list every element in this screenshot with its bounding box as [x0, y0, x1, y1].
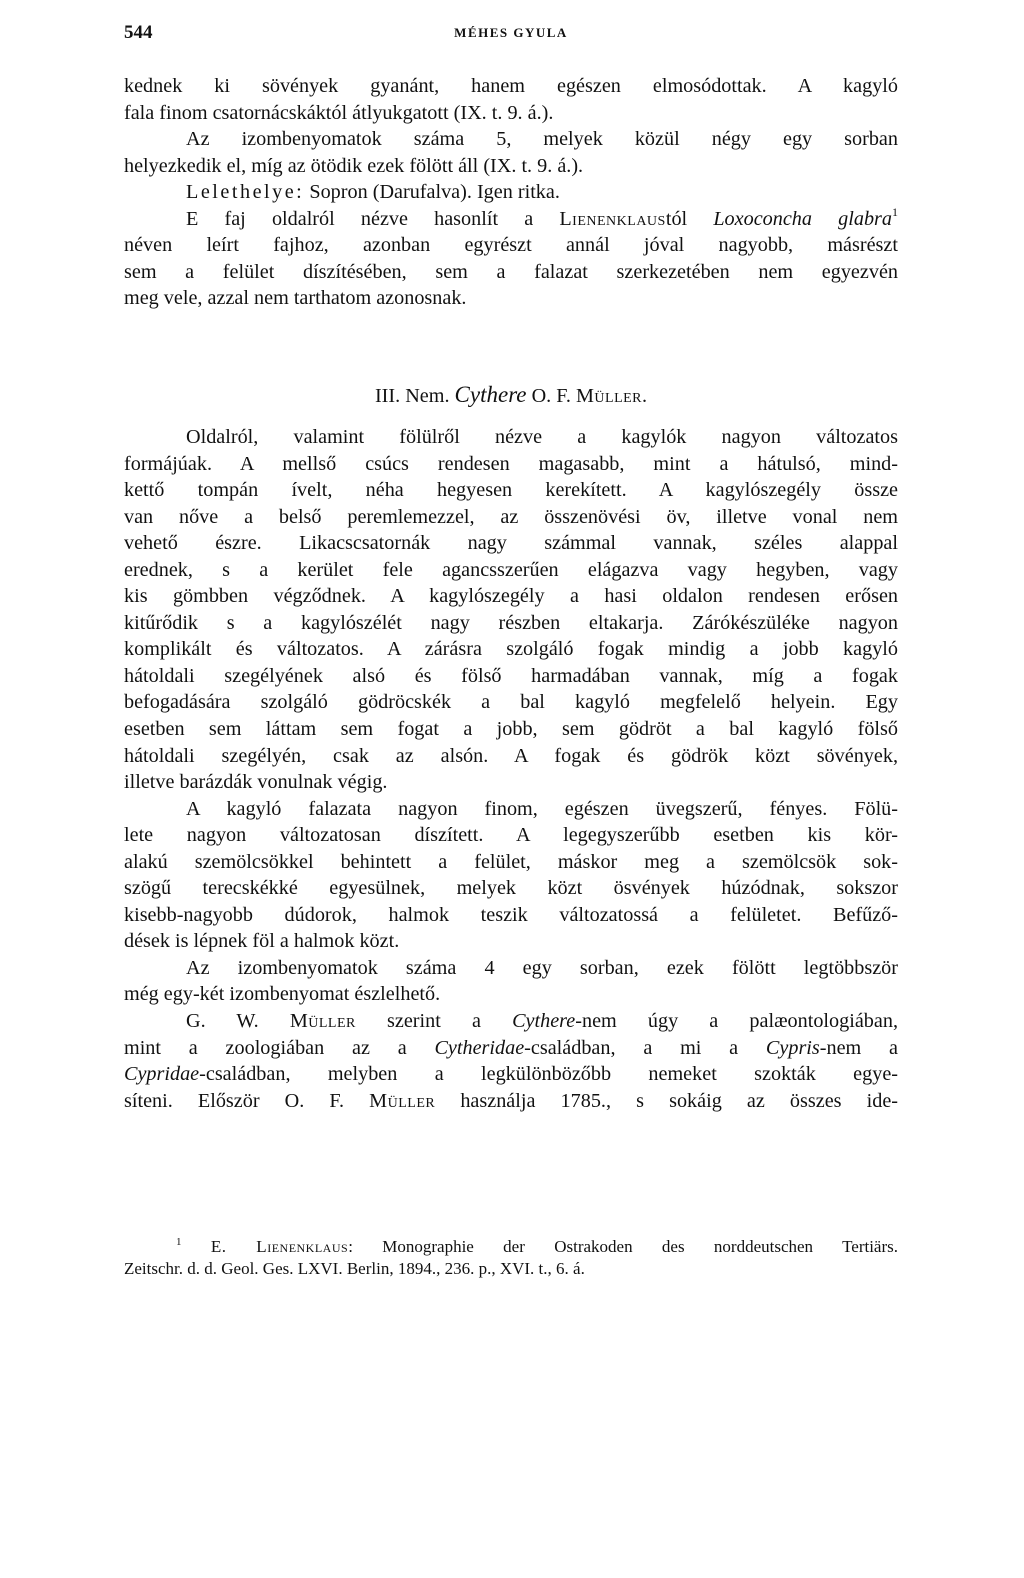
text-line: van nőve a belső peremlemezzel, az összenövési öv, illetve vonal nem — [124, 505, 898, 528]
text-span: -családban, a mi a — [524, 1036, 766, 1059]
locality-label: Lelethelye: — [186, 181, 305, 204]
text-line: lete nagyon változatosan díszített. A legegyszerűbb esetben kis kör- — [124, 824, 898, 847]
family-name: Cypridae — [124, 1063, 200, 1086]
text-line: illetve barázdák vonulnak végig. — [124, 771, 388, 794]
page-header — [124, 22, 898, 46]
author-name: Müller — [575, 385, 643, 407]
page-number: 544 — [124, 22, 153, 43]
text-line: helyezkedik el, míg az ötödik ezek fölött áll (IX. t. 9. á.). — [124, 154, 584, 177]
text-line: vehető észre. Likacscsatornák nagy számmal vannak, széles alappal — [124, 532, 898, 555]
family-name: Cytheridae — [434, 1036, 525, 1059]
text-span: mint a zoologiában az a — [124, 1036, 435, 1059]
footnote-marker: 1 — [176, 1236, 182, 1248]
species-name: Loxoconcha glabra — [713, 207, 893, 230]
author-name: Müller — [289, 1010, 356, 1033]
text-line: Oldalról, valamint fölülről nézve a kagylók nagyon változatos — [186, 426, 898, 448]
text-line — [124, 1061, 898, 1088]
heading-prefix: III. Nem. — [374, 385, 455, 407]
author-name: E. Lienenklaus — [210, 1237, 349, 1256]
text-line: szögű terecskékké egyesülnek, melyek közt ösvények húzódnak, sokszor — [124, 877, 898, 900]
text-line: kis gömbben végződnek. A kagylószegély a hasi oldalon rendesen erősen — [124, 585, 898, 608]
text-line: befogadására szolgáló gödröcskék a bal kagyló megfelelő helyein. Egy — [124, 691, 898, 714]
text-span: síteni. Először O. F. — [124, 1089, 370, 1112]
text-line: alakú szemölcsökkel behintett a felület, máskor meg a szemölcsök sok- — [124, 850, 898, 873]
footnote-line — [124, 1236, 898, 1258]
text-span: tól — [665, 207, 714, 230]
running-head: MÉHES GYULA — [454, 25, 568, 40]
paragraph-block-1 — [124, 73, 898, 312]
text-span: szerint a — [355, 1010, 513, 1033]
footnote-ref: 1 — [892, 204, 899, 219]
text-line: dések is lépnek föl a halmok közt. — [124, 930, 400, 953]
text-span: : Monographie der Ostrakoden des norddeutschen Tertiärs. — [348, 1237, 898, 1256]
text-span: használja 1785., s sokáig az összes ide- — [435, 1089, 899, 1112]
text-line — [124, 206, 898, 233]
text-line: A kagyló falazata nagyon finom, egészen üvegszerű, fényes. Fölü- — [186, 797, 898, 820]
paragraph-block-2 — [124, 424, 898, 1114]
text-line: Az izombenyomatok száma 5, melyek közül négy egy sorban — [186, 128, 898, 151]
genus-name: Cythere — [512, 1010, 576, 1033]
text-line: esetben sem láttam sem fogat a jobb, sem gödröt a bal kagyló fölső — [124, 718, 898, 741]
text-span: -nem a — [819, 1036, 898, 1059]
author-name: Müller — [369, 1089, 436, 1112]
text-line: komplikált és változatos. A zárásra szolgáló fogak mindig a jobb kagyló — [124, 638, 898, 661]
genus-name: Cypris — [765, 1036, 820, 1059]
heading-period: . — [642, 385, 648, 407]
text-span: E faj oldalról nézve hasonlít a — [186, 207, 560, 230]
section-heading — [124, 382, 898, 408]
text-line: hátoldali szegélyén, csak az alsón. A fogak és gödrök közt sövények, — [124, 744, 898, 767]
text-line: még egy-két izombenyomat észlelhető. — [124, 983, 441, 1006]
text-line — [124, 1088, 898, 1115]
text-line — [124, 1035, 898, 1062]
text-line: meg vele, azzal nem tarthatom azonosnak. — [124, 287, 467, 310]
text-line: Az izombenyomatok száma 4 egy sorban, ezek fölött legtöbbször — [186, 956, 898, 979]
heading-author-initials: O. F. — [526, 385, 576, 407]
text-line: kednek ki sövények gyanánt, hanem egészen elmosódottak. A kagyló — [124, 75, 898, 97]
text-line: kitűrődik s a kagylószélét nagy részben eltakarja. Zárókészüléke nagyon — [124, 611, 898, 634]
text-span: -családban, melyben a legkülönbözőbb nemeket szokták egye- — [199, 1063, 898, 1086]
text-line — [124, 179, 898, 206]
text-line: kettő tompán ívelt, néha hegyesen kerekített. A kagylószegély össze — [124, 479, 898, 502]
text-line: formájúak. A mellső csúcs rendesen magasabb, mint a hátulsó, mind- — [124, 452, 898, 475]
text-line: erednek, s a kerület fele agancsszerűen elágazva vagy hegyben, vagy — [124, 558, 898, 581]
footnote-line: Zeitschr. d. d. Geol. Ges. LXVI. Berlin, 1894., 236. p., XVI. t., 6. á. — [124, 1259, 585, 1278]
footnotes — [124, 1236, 898, 1280]
text-span: G. W. — [186, 1010, 290, 1033]
author-name: Lienenklaus — [559, 207, 666, 230]
text-line: sem a felület díszítésében, sem a falazat szerkezetében nem egyezvén — [124, 260, 898, 283]
text-line: kisebb-nagyobb dúdorok, halmok teszik változatossá a felületet. Befűző- — [124, 903, 898, 926]
genus-name: Cythere — [454, 382, 527, 407]
locality-text: Sopron (Darufalva). Igen ritka. — [304, 181, 560, 204]
text-line: hátoldali szegélyének alsó és fölső harmadában vannak, míg a fogak — [124, 664, 898, 687]
text-line: fala finom csatornácskáktól átlyukgatott (IX. t. 9. á.). — [124, 101, 554, 124]
text-line — [124, 1008, 898, 1035]
text-line: néven leírt fajhoz, azonban egyrészt annál jóval nagyobb, másrészt — [124, 234, 898, 257]
text-span: -nem úgy a palæontologiában, — [575, 1010, 898, 1033]
